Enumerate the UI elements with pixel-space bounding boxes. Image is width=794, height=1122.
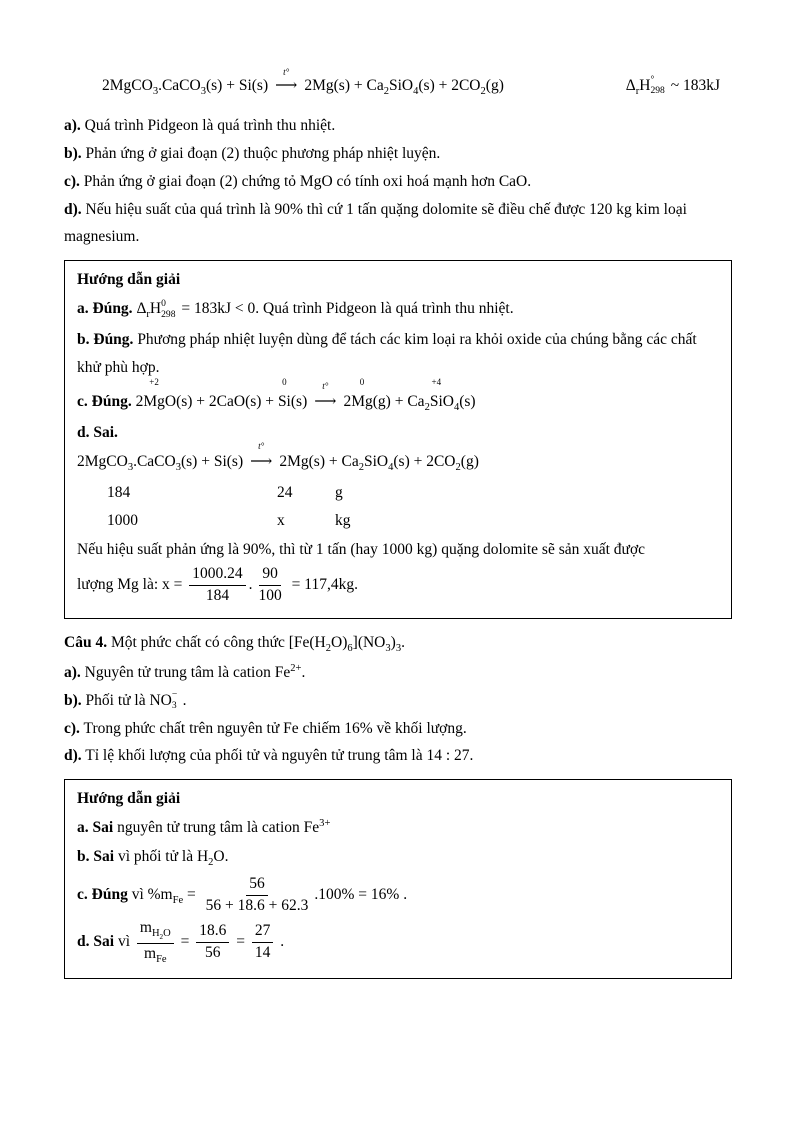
calc-row-grams (77, 479, 719, 507)
q4-solution-box (64, 779, 732, 979)
q4-solution-title: Hướng dẫn giải (77, 790, 181, 808)
q4-statement-a: a). Nguyên tử trung tâm là cation $Fe^{2+}$. (64, 662, 306, 681)
q4-solution-line-a: a. Sai nguyên tử trung tâm là cation $Fe^{3+}$ (77, 818, 331, 837)
q3-statement-d: d). Nếu hiệu suất của quá trình là 90% thì cứ 1 tấn quặng dolomite sẽ điều chế được 120 kg kim loại magnesium. (64, 200, 687, 246)
q3-solution-line-a: a. Đúng. $\Delta_rH$ 0 298 = 183kJ < 0. Quá trình Pidgeon là quá trình thu nhiệt. (77, 297, 514, 321)
q3-solution-line-c: c. Đúng. 2 +2 MgO(s) + 2CaO(s) + 0 Si(s) t° ⟶ 2 0 $Mg(g) + Ca_2$ +4 SiO$_4$(s) (77, 377, 476, 414)
q3-solution-line-d-label: d. Sai. (77, 424, 118, 442)
q4-solution-line-d: d. Sai vì $\frac{m_{H_2O}}{m_{Fe}}$ = $\frac{18.6}{56}$ = $\frac{27}{14}$ . (77, 919, 285, 965)
q4-statement-b: b). Phối tử là NO − 3 . (64, 688, 187, 711)
calc-unknown-x: x (277, 512, 285, 530)
q3-solution-box (64, 260, 732, 618)
q3-solution-conclusion: Nếu hiệu suất phản ứng là 90%, thì từ 1 tấn (hay 1000 kg) quặng dolomite sẽ sản xuất được lượng Mg là: x = $\frac{1000.24}{184}$ . $\frac{90}{100}$ = 117,4kg. (77, 540, 646, 604)
q3-statement-b: b). Phản ứng ở giai đoạn (2) thuộc phương pháp nhiệt luyện. (64, 144, 441, 162)
calc-value-1000: 1000 (107, 512, 138, 530)
q3-enthalpy-value: $\Delta_rH$ ° 298 ~ 183kJ (625, 74, 720, 98)
calc-value-184: 184 (107, 484, 131, 502)
calc-unit-kg: kg (335, 512, 351, 530)
calc-row-kilograms (77, 507, 719, 535)
q3-solution-title: Hướng dẫn giải (77, 271, 181, 289)
q4-solution-line-b: b. Sai vì phối tử là $H_2O$. (77, 848, 229, 869)
q4-statement-c: c). Trong phức chất trên nguyên tử Fe chiếm 16% về khối lượng. (64, 719, 467, 737)
q3-solution-line-b: b. Đúng. Phương pháp nhiệt luyện dùng để tách các kim loại ra khỏi oxide của chúng bằng các chất khử phù hợp. (77, 331, 697, 377)
q3-statement-c: c). Phản ứng ở giai đoạn (2) chứng tỏ MgO có tính oxi hoá mạnh hơn CaO. (64, 172, 532, 190)
q3-solution-d-equation: 2MgCO$_3$.CaCO$_3$(s) + Si(s) t° ⟶ $2Mg(s) + Ca_2SiO_4(s) + 2CO_2(g)$ (77, 441, 479, 474)
calc-value-24: 24 (277, 484, 293, 502)
q3-reaction-equation: 2MgCO$_3$.CaCO$_3$(s) + Si(s) t° ⟶ $2Mg(s) + Ca_2SiO_4(s) + 2CO_2(g)$ (102, 67, 504, 98)
q3-statement-a: a). Quá trình Pidgeon là quá trình thu nhiệt. (64, 116, 336, 134)
q3-equation-row (64, 67, 732, 100)
page-content (64, 67, 732, 979)
q4-statement-d: d). Tỉ lệ khối lượng của phối tử và nguyên tử trung tâm là 14 : 27. (64, 747, 474, 765)
calc-unit-g: g (335, 484, 343, 502)
q4-solution-line-c: c. Đúng vì $\%m_{Fe}$ = $\frac{56}{56 + 18.6 + 62.3}$ .100% = 16% . (77, 875, 408, 915)
q4-title: Câu 4. Một phức chất có công thức $[Fe(H_2O)_6](NO_3)_3$. (64, 633, 405, 654)
